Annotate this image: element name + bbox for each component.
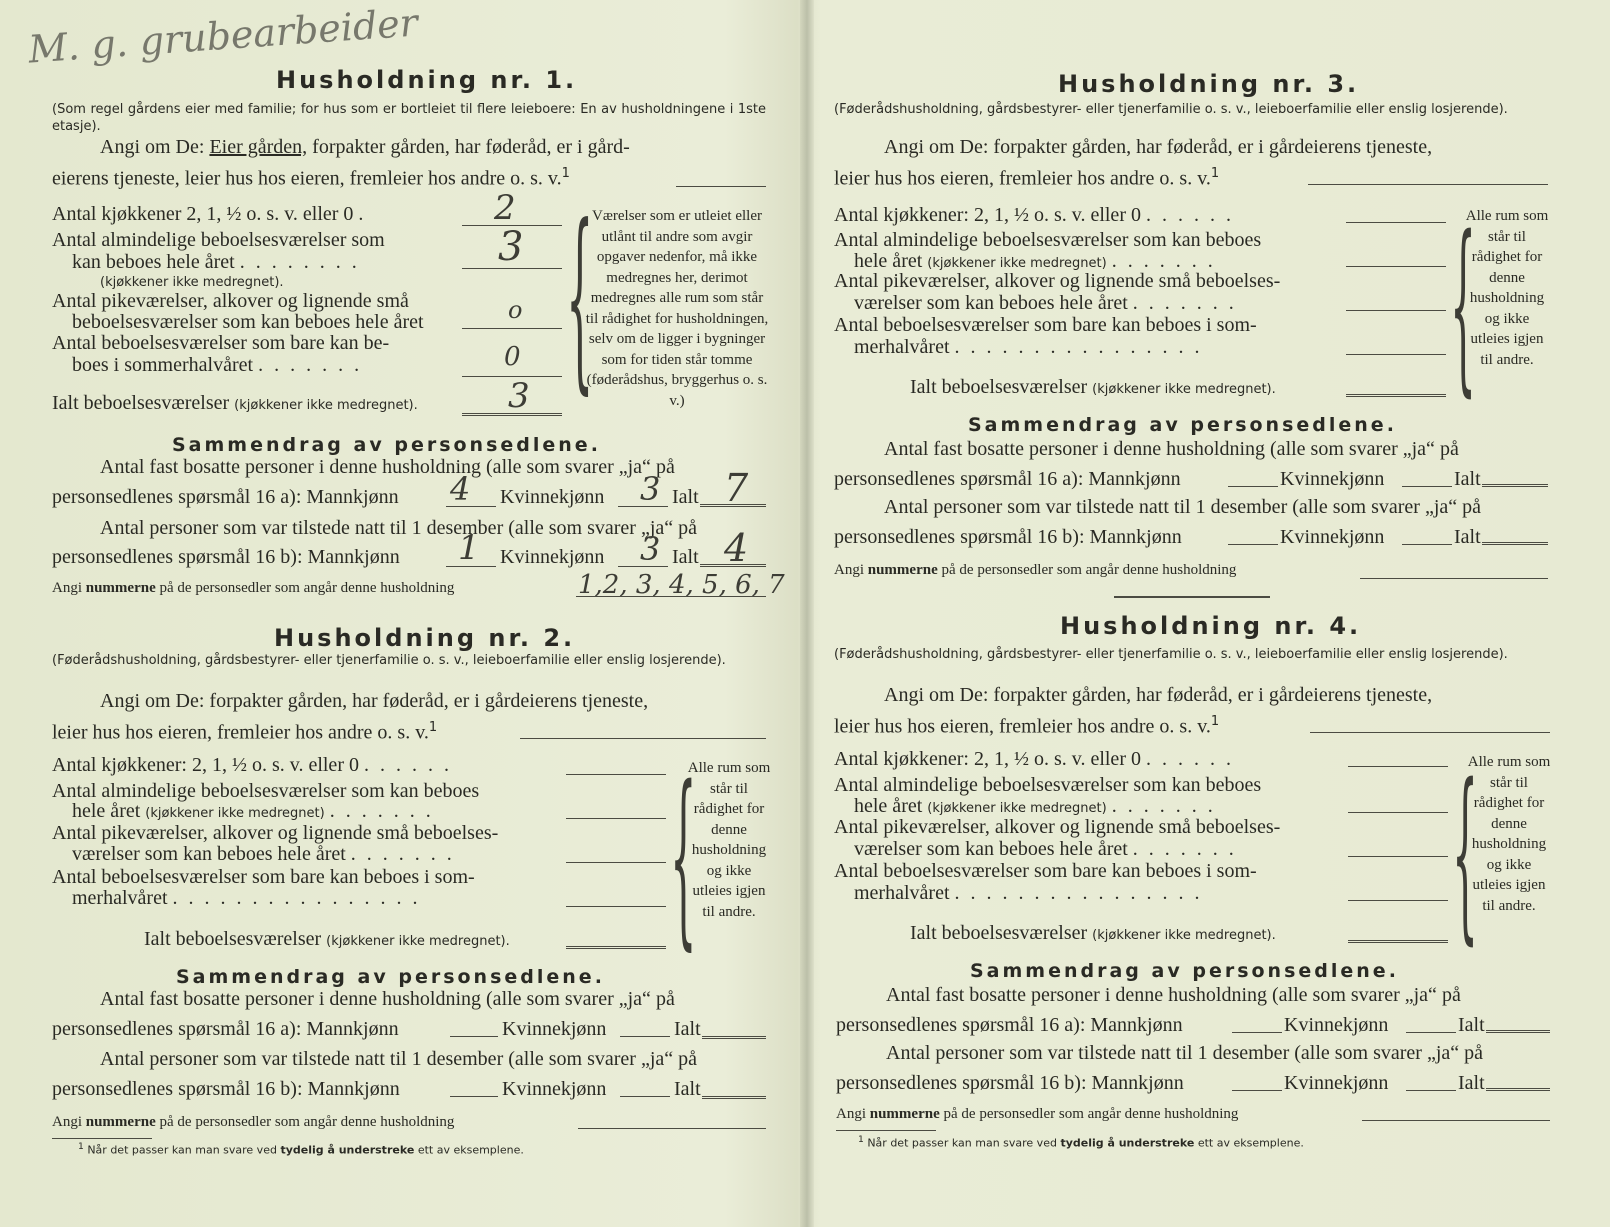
h4-rooms-label2: hele året (kjøkkener ikke medregnet) . . . . . . . — [854, 795, 1216, 817]
h2-nummer-line — [578, 1128, 766, 1129]
h3-fast-total-label: Ialt — [1454, 468, 1481, 490]
h1-tilstede-total-label: Ialt — [672, 546, 699, 568]
h4-angi-answer-line — [1310, 732, 1550, 733]
h1-summer-rooms-value: 0 — [504, 342, 521, 372]
h4-small-rooms-label2: værelser som kan beboes hele året . . . . . . . — [854, 838, 1237, 860]
h3-kitchens-line — [1346, 222, 1446, 223]
h4-fast-total-line — [1486, 1030, 1550, 1033]
h2-fast-male-line — [450, 1036, 498, 1037]
h2-rooms-line — [566, 818, 666, 819]
h1-tilstede-female-label: Kvinnekjønn — [500, 546, 605, 568]
h4-kitchens-line — [1348, 766, 1448, 767]
h4-side-note: Alle rum som står til rådighet for denne husholdning og ikke utleies igjen til andre. — [1467, 754, 1551, 914]
h2-fast-female-line — [620, 1036, 670, 1037]
h2-fast-total-label: Ialt — [674, 1018, 701, 1040]
h3-rooms-line — [1346, 266, 1446, 267]
left-footnote-rule — [52, 1138, 152, 1139]
h4-tilstede-male-line — [1232, 1090, 1282, 1091]
h3-summary-title: Sammendrag av personsedlene. — [968, 414, 1397, 436]
h2-summary-title: Sammendrag av personsedlene. — [176, 966, 605, 988]
h3-rooms-label2: hele året (kjøkkener ikke medregnet) . . . . . . . — [854, 250, 1216, 272]
h1-summer-rooms-label2: boes i sommerhalvåret . . . . . . . — [72, 354, 363, 376]
h3-note: (Føderådshusholdning, gårdsbestyrer- eller tjenerfamilie o. s. v., leieboerfamilie eller enslig losjerende). — [834, 102, 1508, 117]
h3-tilstede-female-line — [1402, 544, 1452, 545]
h3-small-rooms-line — [1346, 310, 1446, 311]
h2-fast-line1: Antal fast bosatte personer i denne husholdning (alle som svarer „ja“ på — [100, 988, 675, 1010]
h1-angi-line1: Angi om De: Eier gården, forpakter gården, har føderåd, er i gård- — [100, 136, 630, 158]
h1-small-rooms-line — [462, 328, 562, 329]
h3-small-rooms-label: Antal pikeværelser, alkover og lignende små beboelses- — [834, 270, 1281, 292]
h1-fast-male-value: 4 — [450, 470, 471, 508]
h3-summer-rooms-label2: merhalvåret . . . . . . . . . . . . . . . . — [854, 336, 1203, 358]
h3-summer-rooms-line — [1346, 354, 1446, 355]
h3-tilstede-female-label: Kvinnekjønn — [1280, 526, 1385, 548]
h3-tilstede-total-label: Ialt — [1454, 526, 1481, 548]
h1-fast-female-line — [618, 506, 668, 507]
h4-fast-line1: Antal fast bosatte personer i denne husholdning (alle som svarer „ja“ på — [886, 984, 1461, 1006]
h1-note: (Som regel gårdens eier med familie; for hus som er bortleiet til flere leieboere: En av husholdningene i 1ste etasje). — [52, 102, 766, 134]
h4-tilstede-line1: Antal personer som var tilstede natt til 1 desember (alle som svarer „ja“ på — [886, 1042, 1484, 1064]
h4-fast-female-line — [1406, 1032, 1456, 1033]
h4-fast-line2: personsedlenes spørsmål 16 a): Mannkjønn — [836, 1014, 1183, 1036]
h4-fast-total-label: Ialt — [1458, 1014, 1485, 1036]
h4-fast-male-line — [1232, 1032, 1282, 1033]
h4-total-label: Ialt beboelsesværelser (kjøkkener ikke medregnet). — [910, 922, 1276, 944]
h1-tilstede-total-value: 4 — [724, 526, 749, 570]
h2-small-rooms-line — [566, 862, 666, 863]
h4-summer-rooms-label: Antal beboelsesværelser som bare kan beboes i som- — [834, 860, 1257, 882]
h2-nummer-label: Angi nummerne på de personsedler som angår denne husholdning — [52, 1114, 455, 1130]
h4-summary-title: Sammendrag av personsedlene. — [970, 960, 1399, 982]
margin-handwriting: M. g. grubearbeider — [26, 0, 420, 72]
h1-kitchens-value: 2 — [494, 188, 516, 228]
h1-nummer-value: 1,2, 3, 4, 5, 6, 7 — [578, 570, 785, 600]
h4-tilstede-female-label: Kvinnekjønn — [1284, 1072, 1389, 1094]
h1-fast-total-line — [700, 504, 766, 507]
h1-title: Husholdning nr. 1. — [276, 66, 578, 94]
h2-small-rooms-label2: værelser som kan beboes hele året . . . . . . . — [72, 843, 455, 865]
h3-angi-line1: Angi om De: forpakter gården, har føderåd, er i gårdeierens tjeneste, — [884, 136, 1433, 158]
h1-tilstede-female-value: 3 — [640, 530, 661, 568]
h2-note: (Føderådshusholdning, gårdsbestyrer- eller tjenerfamilie o. s. v., leieboerfamilie eller enslig losjerende). — [52, 653, 726, 668]
h3-tilstede-line1: Antal personer som var tilstede natt til 1 desember (alle som svarer „ja“ på — [884, 496, 1482, 518]
right-footnote: $^1$ Når det passer kan man svare ved tydelig å understreke ett av eksemplene. — [858, 1134, 1304, 1150]
h4-angi-line1: Angi om De: forpakter gården, har føderåd, er i gårdeierens tjeneste, — [884, 684, 1433, 706]
h3-side-note: Alle rum som står til rådighet for denne husholdning og ikke utleies igjen til andre. — [1465, 208, 1549, 368]
h1-rooms-sub: (kjøkkener ikke medregnet). — [100, 275, 284, 290]
h1-rooms-value: 3 — [498, 224, 524, 270]
h2-fast-female-label: Kvinnekjønn — [502, 1018, 607, 1040]
h3-nummer-label: Angi nummerne på de personsedler som angår denne husholdning — [834, 562, 1237, 578]
h2-summer-rooms-label2: merhalvåret . . . . . . . . . . . . . . . . — [72, 887, 421, 909]
h4-tilstede-female-line — [1406, 1090, 1456, 1091]
h1-nummer-line — [576, 596, 766, 597]
h3-rooms-label: Antal almindelige beboelsesværelser som kan beboes — [834, 229, 1262, 251]
h2-brace: { — [670, 746, 697, 967]
h2-small-rooms-label: Antal pikeværelser, alkover og lignende små beboelses- — [52, 822, 499, 844]
h3-fast-line2: personsedlenes spørsmål 16 a): Mannkjønn — [834, 468, 1181, 490]
h1-tilstede-total-line — [700, 564, 766, 567]
h2-kitchens-label: Antal kjøkkener: 2, 1, ½ o. s. v. eller 0 . . . . . . — [52, 754, 452, 776]
h4-rooms-line — [1348, 812, 1448, 813]
h2-angi-answer-line — [520, 738, 766, 739]
h1-small-rooms-label2: beboelsesværelser som kan beboes hele året — [72, 311, 424, 333]
h3-fast-line1: Antal fast bosatte personer i denne husholdning (alle som svarer „ja“ på — [884, 438, 1459, 460]
h2-angi-line2: leier hus hos eieren, fremleier hos andre o. s. v.$^1$ — [52, 720, 438, 744]
h4-summer-rooms-label2: merhalvåret . . . . . . . . . . . . . . . . — [854, 882, 1203, 904]
h2-total-label: Ialt beboelsesværelser (kjøkkener ikke medregnet). — [144, 928, 510, 950]
h3-tilstede-total-line — [1482, 542, 1548, 545]
left-page — [0, 0, 800, 1227]
h3-fast-female-line — [1402, 486, 1452, 487]
h2-fast-total-line — [702, 1036, 766, 1039]
h1-angi-answer-line — [676, 186, 766, 187]
h2-angi-line1: Angi om De: forpakter gården, har føderåd, er i gårdeierens tjeneste, — [100, 690, 649, 712]
h1-brace: { — [566, 184, 594, 412]
h3-fast-total-line — [1482, 484, 1548, 487]
h2-tilstede-female-line — [620, 1096, 670, 1097]
h1-fast-female-value: 3 — [640, 470, 661, 508]
left-footnote: $^1$ Når det passer kan man svare ved tydelig å understreke ett av eksemplene. — [78, 1141, 524, 1157]
h1-tilstede-female-line — [618, 566, 668, 567]
h2-tilstede-total-label: Ialt — [674, 1078, 701, 1100]
h4-rooms-label: Antal almindelige beboelsesværelser som kan beboes — [834, 774, 1262, 796]
h4-small-rooms-line — [1348, 856, 1448, 857]
h1-rooms-line — [462, 268, 562, 269]
h1-fast-total-value: 7 — [724, 466, 749, 510]
h3-total-label: Ialt beboelsesværelser (kjøkkener ikke medregnet). — [910, 376, 1276, 398]
h4-nummer-label: Angi nummerne på de personsedler som angår denne husholdning — [836, 1106, 1239, 1122]
h4-small-rooms-label: Antal pikeværelser, alkover og lignende små beboelses- — [834, 816, 1281, 838]
h1-rooms-label2: kan beboes hele året . . . . . . . . — [72, 251, 360, 273]
h1-side-note: Værelser som er utleiet eller utlånt til andre som avgir opgaver nedenfor, må ikke medregnes her, derimot medregnes alle rum som står til rådighet for husholdningen, selv om de ligger i bygninger som for tiden står tomme (føderådshus, bryggerhus o. s. v.) — [585, 208, 769, 409]
h4-tilstede-total-label: Ialt — [1458, 1072, 1485, 1094]
h1-total-label: Ialt beboelsesværelser (kjøkkener ikke medregnet). — [52, 392, 418, 414]
h1-tilstede-male-line — [446, 566, 496, 567]
h2-tilstede-line2: personsedlenes spørsmål 16 b): Mannkjønn — [52, 1078, 400, 1100]
h1-kitchens-label: Antal kjøkkener 2, 1, ½ o. s. v. eller 0 . — [52, 203, 367, 225]
h3-title: Husholdning nr. 3. — [1058, 70, 1360, 98]
section-divider — [1114, 596, 1270, 598]
h1-total-line — [462, 413, 562, 416]
h2-summer-rooms-line — [566, 906, 666, 907]
h2-rooms-label2: hele året (kjøkkener ikke medregnet) . . . . . . . — [72, 800, 434, 822]
h1-total-value: 3 — [508, 376, 530, 416]
h4-angi-line2: leier hus hos eieren, fremleier hos andre o. s. v.$^1$ — [834, 714, 1220, 738]
h2-total-line — [566, 946, 666, 949]
h3-angi-answer-line — [1308, 184, 1548, 185]
h3-small-rooms-label2: værelser som kan beboes hele året . . . . . . . — [854, 292, 1237, 314]
h1-small-rooms-label: Antal pikeværelser, alkover og lignende små — [52, 290, 409, 312]
h2-tilstede-total-line — [702, 1096, 766, 1099]
h1-fast-line2: personsedlenes spørsmål 16 a): Mannkjønn — [52, 486, 399, 508]
h2-tilstede-female-label: Kvinnekjønn — [502, 1078, 607, 1100]
h4-brace: { — [1452, 744, 1479, 961]
h3-tilstede-line2: personsedlenes spørsmål 16 b): Mannkjønn — [834, 526, 1182, 548]
h1-fast-total-label: Ialt — [672, 486, 699, 508]
h2-tilstede-line1: Antal personer som var tilstede natt til 1 desember (alle som svarer „ja“ på — [100, 1048, 698, 1070]
h1-tilstede-line1: Antal personer som var tilstede natt til 1 desember (alle som svarer „ja“ på — [100, 517, 698, 539]
h4-summer-rooms-line — [1348, 900, 1448, 901]
h4-kitchens-label: Antal kjøkkener: 2, 1, ½ o. s. v. eller 0 . . . . . . — [834, 748, 1234, 770]
h3-angi-line2: leier hus hos eieren, fremleier hos andre o. s. v.$^1$ — [834, 166, 1220, 190]
h1-tilstede-line2: personsedlenes spørsmål 16 b): Mannkjønn — [52, 546, 400, 568]
h1-fast-line1: Antal fast bosatte personer i denne husholdning (alle som svarer „ja“ på — [100, 456, 675, 478]
h3-tilstede-male-line — [1228, 544, 1278, 545]
h1-rooms-label: Antal almindelige beboelsesværelser som — [52, 229, 385, 251]
h4-tilstede-line2: personsedlenes spørsmål 16 b): Mannkjønn — [836, 1072, 1184, 1094]
h2-side-note: Alle rum som står til rådighet for denne husholdning og ikke utleies igjen til andre. — [687, 760, 771, 920]
h1-fast-male-line — [446, 506, 496, 507]
h1-fast-female-label: Kvinnekjønn — [500, 486, 605, 508]
h3-kitchens-label: Antal kjøkkener: 2, 1, ½ o. s. v. eller 0 . . . . . . — [834, 204, 1234, 226]
h3-fast-female-label: Kvinnekjønn — [1280, 468, 1385, 490]
h2-kitchens-line — [566, 774, 666, 775]
h1-angi-line2: eierens tjeneste, leier hus hos eieren, fremleier hos andre o. s. v.$^1$ — [52, 166, 570, 190]
right-page — [814, 0, 1610, 1227]
right-footnote-rule — [836, 1130, 936, 1131]
h1-nummer-label: Angi nummerne på de personsedler som angår denne husholdning — [52, 580, 455, 596]
h3-summer-rooms-label: Antal beboelsesværelser som bare kan beboes i som- — [834, 314, 1257, 336]
h1-summary-title: Sammendrag av personsedlene. — [172, 434, 601, 456]
h2-tilstede-male-line — [450, 1096, 498, 1097]
h4-tilstede-total-line — [1486, 1088, 1550, 1091]
h1-small-rooms-value: o — [508, 296, 523, 324]
h3-total-line — [1346, 394, 1446, 397]
h4-nummer-line — [1362, 1120, 1550, 1121]
h1-tilstede-male-value: 1 — [458, 528, 480, 568]
h4-total-line — [1348, 940, 1448, 943]
h2-summer-rooms-label: Antal beboelsesværelser som bare kan beboes i som- — [52, 866, 475, 888]
h4-note: (Føderådshusholdning, gårdsbestyrer- eller tjenerfamilie o. s. v., leieboerfamilie eller enslig losjerende). — [834, 647, 1508, 662]
h4-fast-female-label: Kvinnekjønn — [1284, 1014, 1389, 1036]
h3-brace: { — [1450, 196, 1477, 413]
h1-summer-rooms-label: Antal beboelsesværelser som bare kan be- — [52, 332, 390, 354]
page-fold — [800, 0, 814, 1227]
h2-title: Husholdning nr. 2. — [274, 624, 576, 652]
h4-title: Husholdning nr. 4. — [1060, 612, 1362, 640]
h2-rooms-label: Antal almindelige beboelsesværelser som kan beboes — [52, 780, 480, 802]
h1-angi-underlined-option: Eier gården, — [209, 136, 308, 158]
h2-fast-line2: personsedlenes spørsmål 16 a): Mannkjønn — [52, 1018, 399, 1040]
h3-fast-male-line — [1228, 486, 1278, 487]
h3-nummer-line — [1360, 578, 1548, 579]
